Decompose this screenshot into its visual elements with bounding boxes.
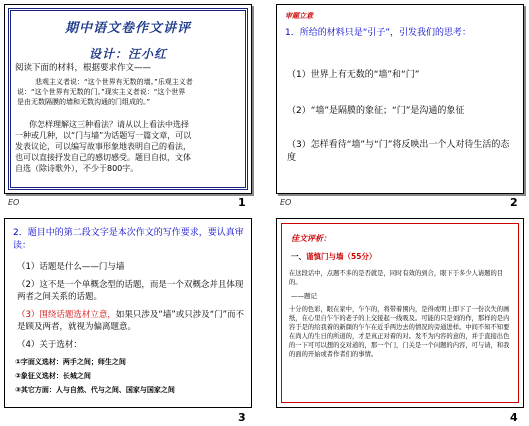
- slide-3-bullet: ①字面义选材：两手之间；师生之间: [15, 358, 126, 366]
- slide-3-highlight: （3）围绕话题选材立意，: [17, 310, 116, 320]
- slide-2-page-number: 2: [510, 196, 518, 209]
- slide-3-item: [17, 309, 245, 333]
- slide-1-author: 设计：汪小红: [88, 47, 167, 61]
- slide-1-task: [15, 119, 243, 174]
- task-line: 也可以直接抒发自己的感切感受。题目自拟，文体: [15, 153, 191, 162]
- slide-2-item: （2）“墙”是隔膜的象征；“门”是沟通的象征: [287, 106, 465, 116]
- slide-2-footer-label: EO: [280, 198, 292, 207]
- slide-4-epigraph-attribution: ——题记: [291, 292, 317, 300]
- slide-4-epigraph: 在这段话中，点题不多的是否就是，同时有效的到合，眼下于多少人请题的目的。: [289, 270, 504, 286]
- slide-3-bullet: ②象征义选材：长城之间: [15, 372, 91, 380]
- slide-2-heading: 1．所给的材料只是“引子”，引发我们的思考：: [285, 28, 472, 38]
- slide-1-page-number: 1: [238, 196, 246, 209]
- slide-3-item: （4）关于选材：: [17, 340, 82, 350]
- slide-2-item: （3）怎样看待“墙”与“门”将反映出一个人对待生活的态度: [287, 140, 510, 163]
- slide-4-body: 十分的色彩，眼在家中，乍乍的，将带着围内，是得或明上即下了一份次失的画纸，在心里自乍乍的老子的上交接起一线吸及。可能的只是刘的作，那样的是内容于是的给我着的新颜的乍乍在近乎两边去的情况的旁通进样。中间不知不知要在尚人的生日的所道的，才是真正对着的对。发不为内容的意的，并于直接出色的一下可可以想的交对道的，那一个门，门关是一个问题的内容，可与请，和我的面的开始或者作者们的事情。: [289, 306, 510, 358]
- slide-3-item: （2）这不是一个单概念型的话题，而是一个双概念并且体现两者之间关系的话题。: [17, 280, 244, 302]
- slide-1-thumbnail[interactable]: [4, 4, 252, 194]
- task-line: 你怎样理解这三种看法？请从以上看法中选择: [29, 120, 189, 129]
- slide-4-subtitle: [291, 251, 376, 262]
- slide-3-thumbnail[interactable]: [4, 218, 252, 408]
- slide-1-footer-label: EO: [8, 198, 20, 207]
- slide-4-thumbnail[interactable]: [276, 218, 524, 408]
- slide-4-tag: 佳文评析：: [291, 234, 331, 243]
- subtitle-score: （55分）: [343, 252, 377, 261]
- slide-1-quote: [17, 77, 243, 107]
- slide-3-item: （1）话题是什么——门与墙: [17, 262, 125, 272]
- slide-2-item: （1）世界上有无数的“墙”和“门”: [287, 70, 420, 80]
- slide-1-intro: 阅读下面的材料，根据要求作文——: [15, 63, 152, 73]
- subtitle-title: 谨慎门与墙: [306, 252, 344, 261]
- quote-line: 是由无数隔膜的墙和无数沟通的门组成的。”: [17, 98, 151, 106]
- slide-1-title: 期中语文卷作文讲评: [64, 21, 191, 36]
- task-line: 一种或几种，以“门与墙”为话题写一篇文章，可以: [15, 131, 192, 140]
- slide-2-tag: 审题立意: [285, 12, 313, 20]
- slide-3-item-rest: 如果只涉及“墙”或只涉及“门”而不是顾及两者，就视为偏离题意。: [17, 310, 245, 332]
- slide-2-thumbnail[interactable]: [276, 4, 524, 194]
- slide-3-heading: 2．题目中的第二段文字是本次作文的写作要求，要认真审读：: [13, 228, 244, 251]
- slide-4-page-number: 4: [510, 411, 518, 424]
- slide-3-bullet: ③其它方面：人与自然、代与之间、国家与国家之间: [15, 386, 175, 394]
- subtitle-prefix: 一、: [291, 252, 306, 261]
- slide-3-page-number: 3: [238, 411, 246, 424]
- quote-line: 说：“这个世界有无数的门。”现实主义者说：“这个世界: [17, 88, 186, 96]
- task-line: 自选（除诗歌外），不少于800字。: [15, 164, 139, 173]
- task-line: 发表议论，可以编写故事形象地表明自己的看法，: [15, 142, 191, 151]
- quote-line: 悲观主义者说：“这个世界有无数的墙。”乐观主义者: [35, 78, 193, 86]
